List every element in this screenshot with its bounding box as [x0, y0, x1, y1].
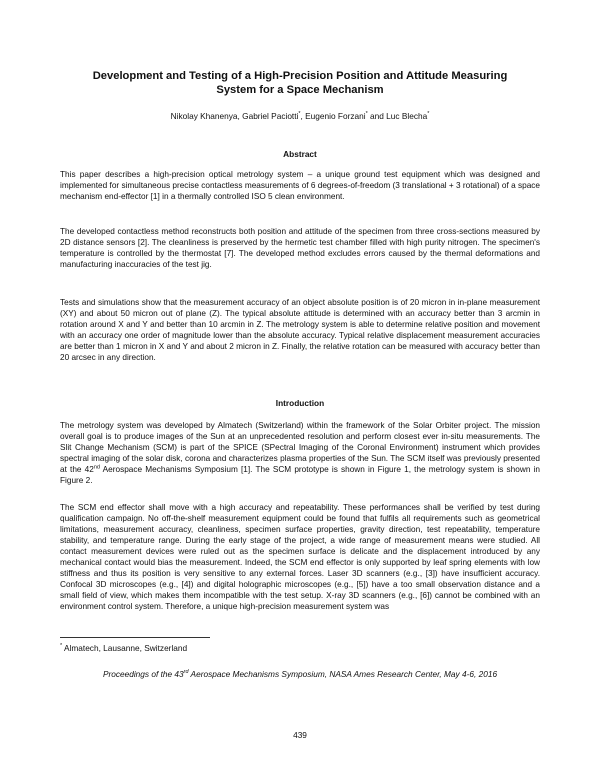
author-names: and Luc Blecha [367, 111, 428, 121]
ordinal-suffix: nd [93, 464, 100, 471]
introduction-heading: Introduction [275, 398, 325, 408]
footnote-divider [60, 637, 210, 638]
proceedings-text: Aerospace Mechanisms Symposium, NASA Ames Research Center, May 4-6, 2016 [188, 669, 498, 679]
proceedings-line [60, 669, 540, 680]
footnote [60, 643, 187, 654]
abstract-paragraph: This paper describes a high-precision optical metrology system – a unique ground test equipment which was designed and implemented for simultaneous precise contactless measurements of 6 degrees-of-freedom (3 translational + 3 rotational) of a space mechanism end-effector [1] in a thermally controlled ISO 5 clean environment. [60, 170, 540, 201]
abstract-paragraph: Tests and simulations show that the measurement accuracy of an object absolute position is of 20 micron in in-plane measurement (XY) and about 50 micron out of plane (Z). The typical absolute attitude is determined with an accuracy better than 3 arcmin in rotation around X and Y and better than 10 arcmin in Z. The metrology system is able to determine relative position and movement with an accuracy one order of magnitude lower than the absolute accuracy. Typical relative displacement measurement accuracies are better than 1 micron in X and Y and about 2 micron in Z. Finally, the relative rotation can be measured with accuracy better than 20 arcsec in any direction. [60, 298, 540, 362]
footnote-mark: * [60, 643, 63, 650]
introduction-paragraph [60, 420, 540, 486]
title-line-2: System for a Space Mechanism [216, 84, 384, 96]
paper-title [60, 69, 540, 97]
footnote-text: Almatech, Lausanne, Switzerland [62, 643, 188, 653]
paragraph-text: The metrology system was developed by Almatech (Switzerland) within the framework of the Solar Orbiter project. The mission overall goal is to produce images of the Sun at an unprecedented resolution and perform closest ever in-situ measurements. The Slit Change Mechanism (SCM) is part of the SPICE (SPectral Imaging of the Coronal Environment) instrument which provides spectral imaging of the solar disk, corona and characterizes plasma properties of the Sun. The SCM itself was previously presented at the 42 [60, 421, 540, 474]
proceedings-text: Proceedings of the 43 [102, 669, 184, 679]
ordinal-suffix: rd [183, 669, 189, 676]
abstract-heading: Abstract [283, 149, 317, 159]
author-names: , Eugenio Forzani [300, 111, 366, 121]
abstract-paragraph: The developed contactless method reconstructs both position and attitude of the specimen from three cross-sections measured by 2D distance sensors [2]. The cleanliness is preserved by the hermetic test chamber filled with high purity nitrogen. The specimen's temperature is controlled by the thermostat [7]. The developed method excludes errors caused by the thermal deformations and manufacturing inaccuracies of the test jig. [60, 227, 540, 269]
affiliation-mark: * [365, 111, 368, 118]
introduction-paragraph: The SCM end effector shall move with a high accuracy and repeatability. These performances shall be verified by test during qualification campaign. No off-the-shelf measurement equipment could be found that fulfils all requirements such as geometrical limitations, measurement accuracy, cleanliness, specimen surface properties, gravity direction, test repeatability, temperature stability, and temperature range. During the early stage of the project, a wide range of measurement means were studied. All contact measurement devices were ruled out as the specimen surface is delicate and the displacement introduced by any mechanical contact would bias the measurement. Indeed, the SCM end effector is only supported by leaf spring elements with low stiffness and thus its position is very sensitive to any external forces. Laser 3D scanners (e.g., [3]) have insufficient accuracy. Confocal 3D microscopes (e.g., [4]) and digital holographic microscopes (e.g., [5]) have a too small observation distance and a small field of view, which makes them incompatible with the test setup. X-ray 3D scanners (e.g., [6]) cannot be combined with an environment control system. Therefore, a unique high-precision measurement system was [60, 503, 540, 611]
title-line-1: Development and Testing of a High-Precision Position and Attitude Measuring [92, 70, 508, 82]
affiliation-mark: * [427, 111, 430, 118]
author-names: Nikolay Khanenya, Gabriel Paciotti [170, 111, 299, 121]
author-list [60, 111, 540, 122]
affiliation-mark: * [298, 111, 301, 118]
paragraph-text: Aerospace Mechanisms Symposium [1]. The SCM prototype is shown in Figure 1, the metrology system is shown in Figure 2. [60, 465, 540, 485]
page-number: 439 [293, 730, 307, 740]
